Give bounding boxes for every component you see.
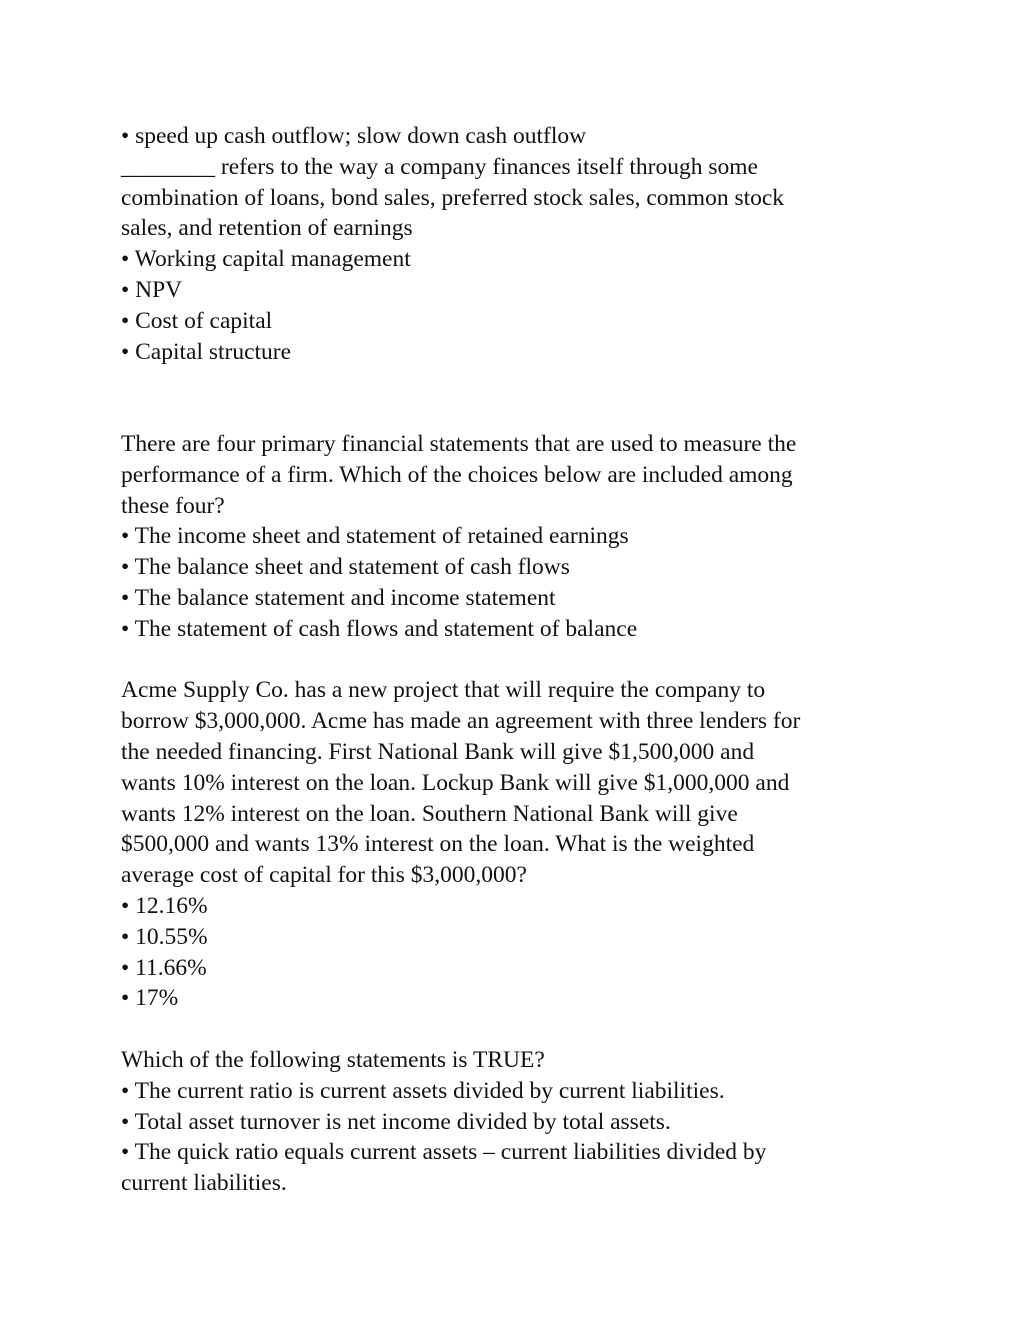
question-text: Acme Supply Co. has a new project that will require the company to [121, 677, 766, 704]
question-text: combination of loans, bond sales, preferred stock sales, common stock [121, 184, 785, 211]
question-text: ________ refers to the way a company finances itself through some [121, 153, 758, 180]
question-text: $500,000 and wants 13% interest on the loan. What is the weighted [121, 831, 755, 858]
answer-option: • The statement of cash flows and statement of balance [121, 615, 638, 642]
answer-option-continued: current liabilities. [121, 1170, 287, 1197]
question-text: wants 10% interest on the loan. Lockup Bank will give $1,000,000 and [121, 769, 790, 796]
question-block-capital-structure [121, 121, 921, 367]
answer-option: • Working capital management [121, 246, 411, 273]
answer-option: • Capital structure [121, 338, 292, 365]
answer-option: • The balance sheet and statement of cash flows [121, 554, 570, 581]
answer-option: • 10.55% [121, 923, 208, 950]
question-text: sales, and retention of earnings [121, 215, 413, 242]
answer-option: • The current ratio is current assets divided by current liabilities. [121, 1077, 725, 1104]
answer-option: • NPV [121, 276, 183, 303]
question-text: borrow $3,000,000. Acme has made an agreement with three lenders for [121, 708, 801, 735]
question-text: average cost of capital for this $3,000,000? [121, 862, 527, 889]
spacer [121, 1014, 921, 1045]
answer-option: • The balance statement and income statement [121, 584, 556, 611]
question-text: There are four primary financial statements that are used to measure the [121, 430, 797, 457]
question-text: performance of a firm. Which of the choices below are included among [121, 461, 793, 488]
question-text: the needed financing. First National Bank will give $1,500,000 and [121, 738, 755, 765]
answer-option: • speed up cash outflow; slow down cash outflow [121, 123, 587, 149]
answer-option: • 11.66% [121, 954, 207, 981]
question-text: wants 12% interest on the loan. Southern National Bank will give [121, 800, 738, 827]
question-block-financial-statements [121, 429, 921, 645]
answer-option: • The quick ratio equals current assets – current liabilities divided by [121, 1139, 767, 1166]
question-block-wacc [121, 675, 921, 1014]
spacer [121, 645, 921, 676]
spacer [121, 367, 921, 429]
answer-option: • 17% [121, 985, 179, 1012]
answer-option: • The income sheet and statement of retained earnings [121, 523, 629, 550]
answer-option: • 12.16% [121, 892, 208, 919]
question-block-true-statement [121, 1045, 921, 1199]
question-text: these four? [121, 492, 225, 519]
question-text: Which of the following statements is TRUE? [121, 1046, 545, 1073]
answer-option: • Cost of capital [121, 307, 273, 334]
document-page [121, 121, 921, 1199]
answer-option: • Total asset turnover is net income divided by total assets. [121, 1108, 671, 1135]
